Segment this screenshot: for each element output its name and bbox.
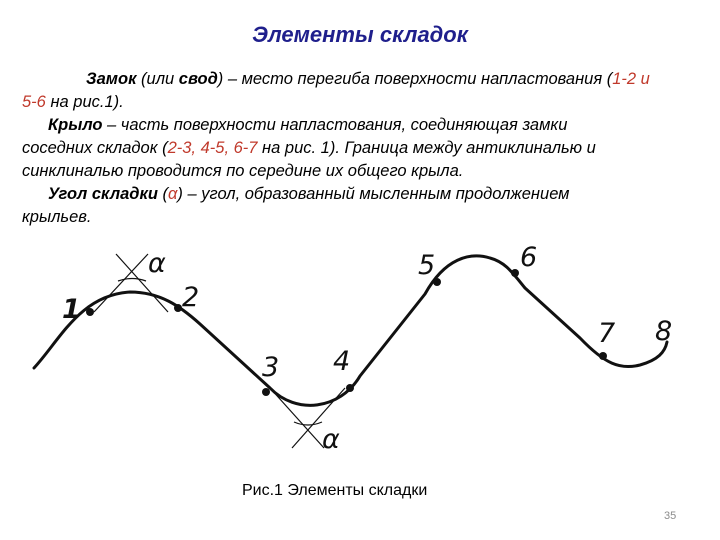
definitions-text [22, 68, 690, 229]
term-lock: Замок [86, 70, 137, 88]
alpha-label-top: α [148, 248, 166, 279]
definition-lock-cont: 5-6 на рис.1). [22, 93, 124, 111]
point-label-5: 5 [418, 250, 436, 281]
point-label-8: 8 [655, 316, 673, 347]
point-label-3: 3 [262, 352, 280, 383]
figure-caption: Рис.1 Элементы складки [242, 482, 428, 499]
ref-lock-2: 5-6 [22, 93, 46, 111]
definition-limb: Крыло – часть поверхности напластования, соединяющая замки [48, 116, 568, 134]
point-label-4: 4 [333, 346, 351, 377]
point-label-2: 2 [182, 282, 200, 313]
definition-lock: Замок (или свод) – место перегиба поверхности напластования (1-2 и [86, 70, 650, 88]
term-vault: свод [178, 70, 218, 88]
marker-1 [86, 308, 94, 316]
marker-3 [262, 388, 270, 396]
point-label-7: 7 [598, 318, 616, 349]
fold-diagram [0, 230, 720, 480]
point-label-1: 1 [62, 294, 81, 325]
ref-lock-1: 1-2 и [612, 70, 650, 88]
marker-6 [511, 269, 519, 277]
point-label-6: 6 [520, 242, 538, 273]
definition-angle: Угол складки (α) – угол, образованный мысленным продолжением [48, 185, 570, 203]
angle-symbol-text: α [168, 185, 178, 203]
alpha-label-bottom: α [322, 424, 340, 455]
term-angle: Угол складки [48, 185, 158, 203]
term-limb: Крыло [48, 116, 103, 134]
slide-title: Элементы складок [252, 22, 468, 47]
page-number: 35 [664, 510, 677, 522]
ref-limbs: 2-3, 4-5, 6-7 [167, 139, 258, 157]
definition-limb-cont: соседних складок (2-3, 4-5, 6-7 на рис. 1). Граница между антиклиналью и [22, 139, 596, 157]
definition-angle-cont: крыльев. [22, 208, 92, 226]
definition-limb-cont2: синклиналью проводится по середине их общего крыла. [22, 162, 464, 180]
marker-2 [174, 304, 182, 312]
marker-7 [599, 352, 607, 360]
marker-4 [346, 384, 354, 392]
